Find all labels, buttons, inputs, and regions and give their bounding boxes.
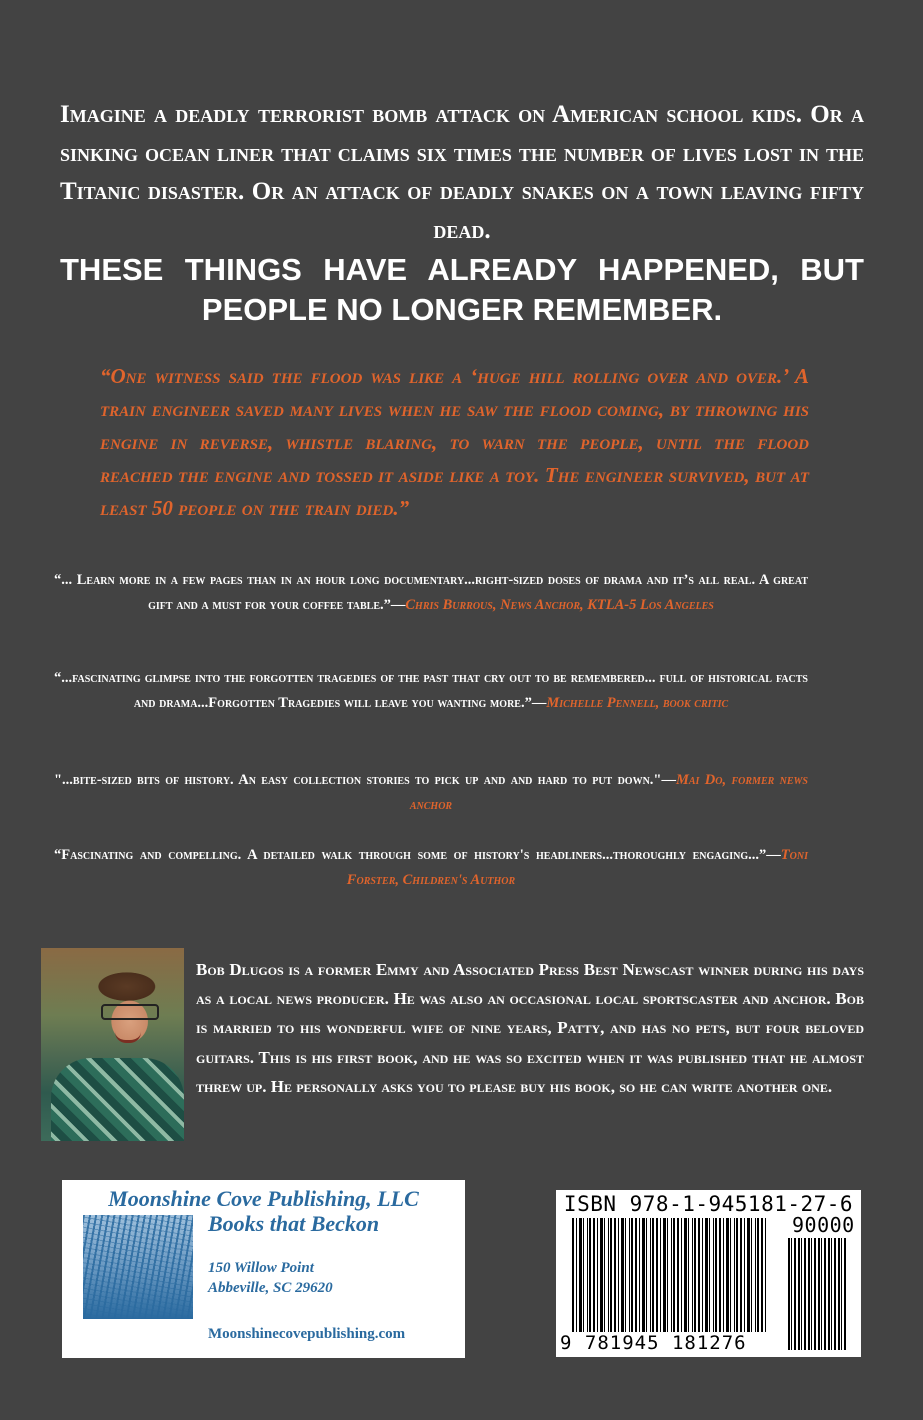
author-bio: Bob Dlugos is a former Emmy and Associated Press Best Newscast winner during his days as a local news producer. He was also an occasional local sportscaster and anchor. Bob is married to his wonderful wife of nine years, Patty, and has no pets, but four beloved guitars. This is his first book, and he was so excited when it was published that he almost threw up. He personally asks you to please buy his book, so he can write another one. (196, 960, 864, 1096)
author-smile (115, 1032, 141, 1043)
price-code: 90000 (792, 1213, 855, 1237)
publisher-address-line1: 150 Willow Point (208, 1260, 314, 1276)
barcode-bars (572, 1218, 768, 1334)
pull-quote: “One witness said the flood was like a ‘huge hill rolling over and over.’ A train engineer saved many lives when he saw the flood coming, by throwing his engine in reverse, whistle blaring, to warn the people, until the flood reached the engine and tossed it aside like a toy. The engineer survived, but at least 50 people on the train died.” (100, 364, 809, 520)
review-3 (54, 768, 808, 818)
review-quote: "...bite-sized bits of history. An easy collection stories to pick up and and hard to put down."— (54, 772, 676, 788)
review-attribution: Toni Forster, Children's Author (346, 847, 808, 888)
author-shirt (51, 1058, 184, 1141)
author-photo (41, 948, 184, 1141)
review-1 (54, 568, 808, 618)
teaser-paragraph: Imagine a deadly terrorist bomb attack on American school kids. Or a sinking ocean liner that claims six times the number of lives lost in the Titanic disaster. Or an attack of deadly snakes on a town leaving fifty dead. (60, 101, 864, 244)
publisher-artwork (83, 1215, 193, 1319)
review-attribution: Chris Burrous, News Anchor, KTLA-5 Los Angeles (405, 597, 714, 613)
review-attribution: Michelle Pennell, book critic (546, 695, 729, 711)
publisher-tagline: Books that Beckon (208, 1211, 380, 1236)
publisher-box (62, 1180, 465, 1358)
review-quote: “...fascinating glimpse into the forgotten tragedies of the past that cry out to be remembered... full of historical facts and drama...Forgotten Tragedies will leave you wanting more.”— (54, 670, 808, 711)
publisher-address-line2: Abbeville, SC 29620 (208, 1280, 333, 1296)
author-glasses (101, 1004, 159, 1020)
price-barcode-bars (788, 1238, 848, 1350)
publisher-website: Moonshinecovepublishing.com (208, 1326, 406, 1342)
review-attribution: Mai Do, former news anchor (409, 772, 808, 813)
review-4 (54, 843, 808, 893)
publisher-address (208, 1258, 333, 1298)
isbn-number: ISBN 978-1-945181-27-6 (563, 1192, 854, 1216)
isbn-barcode (556, 1190, 861, 1357)
publisher-name: Moonshine Cove Publishing, LLC (108, 1186, 419, 1211)
ean-digits: 9 781945 181276 (560, 1332, 780, 1354)
review-quote: “Fascinating and compelling. A detailed walk through some of history's headliners...thoroughly engaging...”— (54, 847, 781, 863)
headline: THESE THINGS HAVE ALREADY HAPPENED, BUT PEOPLE NO LONGER REMEMBER. (60, 252, 864, 327)
review-quote: “... Learn more in a few pages than in an hour long documentary...right-sized doses of drama and it’s all real. A great gift and a must for your coffee table.”— (54, 572, 808, 613)
review-2 (54, 666, 808, 716)
